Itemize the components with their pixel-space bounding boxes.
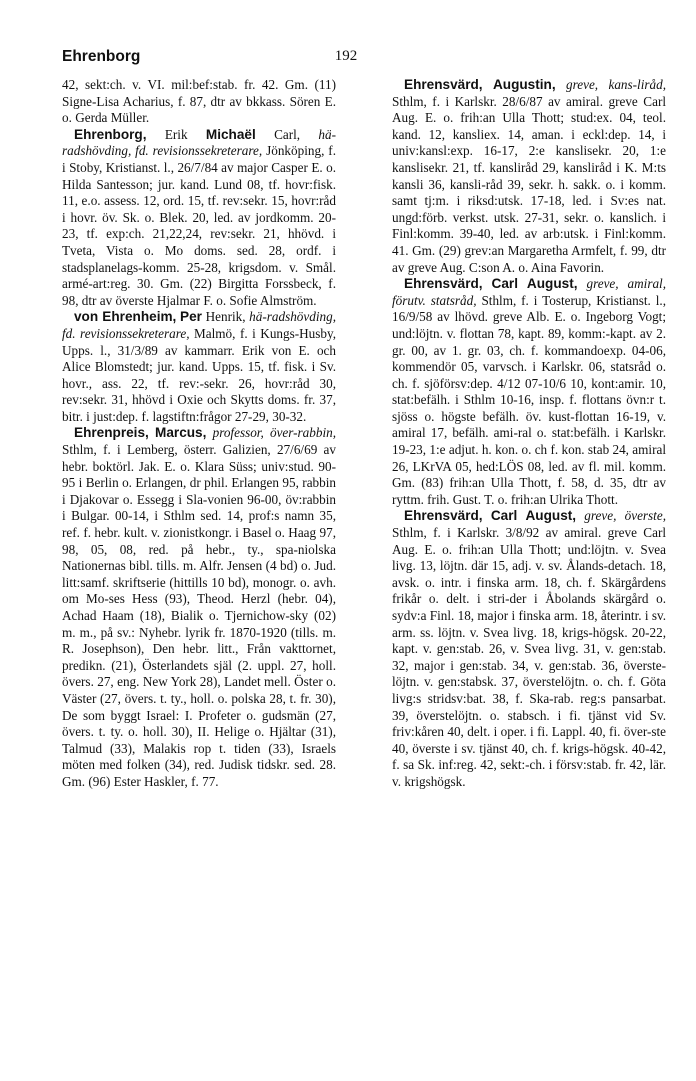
entry-given-name: Carl August, xyxy=(490,508,577,524)
entry-headword: Ehrensvärd, xyxy=(404,77,483,92)
entry-name-sep xyxy=(483,77,493,92)
entry-headword: Ehrensvärd, xyxy=(404,508,483,524)
entry-epithet: hä-radshövding, fd. revisionssekreterare, xyxy=(62,126,336,159)
entry-given-name: Michaël xyxy=(205,126,256,142)
entry-body: Sthlm, f. i Tosterup, Kristianst. l., 16/9/58 av lhövd. greve Alb. E. o. Ingeborg Vogt; und:löjtn. v. flottan 78, kapt. 89, komm:-kapt. av 2. gr. 00, av 1. gr. 03, ch. f. kommandoexp. 04-06, kommendör 05, varvsch. i Karlskr. 06, statsråd o. ch. f. sjöförsv:dep. 4/12 07-10/6 10, kont:amir. 10, stat:befälh. i Sthlm 10-16, insp. f. flottans övn:r t. sjöss o. högste befälh. öv. kust-flottan 16-19, v. amiral 17, befälh. ami-ral o. stat:befälh. i Karlskr. 19-23, 1:e adjut. h. kon. o. ch f. kon. stab 24, amiral 26, LKrVA 05, hed:LÖS 08, led. av fl. mil. komm. Gm. (83) frih:an Ulla Thott, f. 58, d. 35, dtr av ryttm. frih. Gust. T. o. frih:an Ulrika Thott. xyxy=(392,292,666,507)
entry-epithet: professor, över-rabbin, xyxy=(206,425,337,441)
entry-ehrensvard-augustin xyxy=(392,77,666,276)
entry-name-rest: Henrik, xyxy=(201,309,246,325)
entry-ehrenborg-erik xyxy=(62,127,336,310)
entry-epithet: greve, kans-liråd, xyxy=(555,77,666,92)
entry-body: Jönköping, f. i Stoby, Kristianst. l., 26/7/84 av major Casper E. o. Hilda Santesson; jur. kand. Lund 08, tf. hovr:fisk. 11, e.o. assess. 12, ord. 15, tf. rev:sekr. 15, hovr:råd i hovr. öv. Sk. o. Blek. 20, led. av jordkomm. 20-23, tf. exp:ch. 21,22,24, rev:sekr. 21, hhövd. i Tveta, Vista o. Mo doms. sed. 28, ordf. i stadsplanelags-komm. 25-28, krigsdom. v. Smål. armé-art:reg. 30. Gm. (22) Birgitta Forssbeck, f. 98, dtr av överste Hjalmar F. o. Sofie Almström. xyxy=(62,143,336,308)
page-number: 192 xyxy=(334,48,358,64)
entry-headword: Ehrensvärd, xyxy=(404,276,483,292)
entry-body: Malmö, f. i Kungs-Husby, Upps. l., 31/3/89 av kammarr. Erik von E. och Alice Blomstedt; jur. kand. Upps. 15, tf. fisk. i Sv. hovr., ass. 22, tf. rev:-sekr. 26, hovr:råd 30, rev:sekr. 31, hhövd i Oxie och Skytts doms. fr. 37, bitr. i just:dep. f. lagstiftn:frågor 27-29, 30-32. xyxy=(62,325,336,424)
right-column xyxy=(392,77,666,791)
entry-given-name: Per xyxy=(180,309,202,325)
entry-body: 42, sekt:ch. v. VI. mil:bef:stab. fr. 42. Gm. (11) Signe-Lisa Acharius, f. 87, dtr av bkkass. Sören E. o. Gerda Müller. xyxy=(62,77,336,126)
entry-body: Sthlm, f. i Karlskr. 28/6/87 av amiral. greve Carl Aug. E. o. frih:an Ulla Thott; stud:ex. 04, teol. kand. 12, kansliex. 14, aman. i eckl:dep. 14, i univ:kansl:exp. 16-17, 2:e kanslisekr. 20, 1:e kanslisekr. 21, tf. kansliråd 29, kansliråd i K. M:ts kansli 36, kansli-råd 39, sekr. h. sakk. o. i komm. samt tj:m. i riksd:utsk. 17-18, led. i Sv:es nat. ungd:förb. verkst. utsk. 27-31, sekr. o. kanslich. i Finl:komm. 39-40, led. av arb:utsk. i Finl:komm. 41. Gm. (29) grev:an Margaretha Armfelt, f. 99, dtr av greve Aug. C:son A. o. Aina Favorin. xyxy=(392,93,666,275)
entry-headword: Ehrenpreis, xyxy=(74,425,149,441)
entry-epithet: greve, överste, xyxy=(576,508,666,524)
entry-name-rest: Carl, xyxy=(255,126,301,142)
entry-body: Sthlm, f. i Lemberg, österr. Galizien, 27/6/69 av hebr. boktörl. Jak. E. o. Klara Süss; univ:stud. 90-95 i Berlin o. Erlangen, dr phil. Erlangen 95, rabbin i Djakovar o. Essegg i Sla-vonien 96-00, öv:rabbin i Bulgar. 00-14, i Sthlm sed. 14, prof:s namn 35, ref. f. hebr. kult. v. zionistkongr. i Basel o. Haag 97, 98, 05, 08, red. på hebr., ty., spa-niolska Nationernas bibl. tills. m. Alfr. Jensen (4 bd) o. Jud. litt:samf. skriftserie (hittills 10 bd), monogr. o. avh. om Mo-ses Hess (93), Theod. Herzl (hebr. 04), Achad Haam (18), Bialik o. Tjernichow-sky (02) m. m., på sv.: Nyhebr. lyrik fr. 1870-1920 (tills. m. R. Josephson), Den hebr. litt., Från vakttornet, predikn. (21), Österlandets själ (2. uppl. 27, holl. övers. 27, eng. New York 28), Landet mell. Öster o. Väster (27, övers. t. ty., holl. o. polska 28, t. fr. 30), De som byggt Israel: I. Profeter o. gudsmän (27, övers. t. ty. o. holl. 30), II. Helige o. Hjältar (31), Talmud (33), Malakis rop t. tiden (33), Israels möten med folken (34), red. Judisk tidskr. sed. 28. Gm. (96) Ester Haskler, f. 77. xyxy=(62,442,336,789)
entry-given-name: Augustin, xyxy=(492,77,556,92)
left-column xyxy=(62,77,336,791)
entry-continuation xyxy=(62,77,336,127)
entry-given-name: Carl August, xyxy=(491,276,578,292)
entry-epithet: hä-radshövding, fd. revisionssekreterare, xyxy=(62,309,336,341)
entry-name-sep xyxy=(483,508,491,523)
entry-headword: von Ehrenheim, xyxy=(74,309,177,325)
entry-given-name: Marcus, xyxy=(155,425,207,441)
entry-epithet: greve, amiral, förutv. statsråd, xyxy=(392,276,667,308)
entry-von-ehrenheim xyxy=(62,309,336,425)
entry-headword: Ehrenborg, xyxy=(74,126,147,142)
entry-body: Sthlm, f. i Karlskr. 3/8/92 av amiral. greve Carl Aug. E. o. frih:an Ulla Thott; und:löjtn. v. Svea livg. 13, löjtn. där 15, adj. v. sv. Ålands-detach. 18, avsk. o. intr. i finska arm. 18, ch. f. Skärgårdens frikår o. delt. i stri-der i Åbolands skärgård o. sydv:a Finl. 18, major i finska arm. 18, återintr. i sv. arm. ss. löjtn. v. Svea livg. 18, krigs-högsk. 20-22, kapt. v. gen:stab. 26, v. Svea livg. 31, v. gen:stab. 32, major i gen:stab. 34, v. gen:stab. 36, överste-löjtn. v. gen:stabsk. 37, överstelöjtn. o. ch. f. Göta livg:s stridsv:bat. 38, f. Ska-rab. reg:s pansarbat. 39, överstelöjtn. o. stabsch. i fi. tjänst vid Sv. friv:kåren 40, delt. i oper. i fi. Lappl. 40, fi. över-ste 40, överste i sv. tjänst 40, ch. f. krigs-högsk. 40-42, f. sa Sk. inf:reg. 42, sekt:-ch. i försv:stab. fr. 42, lär. v. krigshögsk. xyxy=(392,525,666,789)
entry-ehrensvard-carl-august-amiral xyxy=(392,276,666,508)
running-head xyxy=(62,48,630,70)
entry-name-sep xyxy=(483,276,492,291)
entry-ehrensvard-carl-august-overste xyxy=(392,508,666,790)
entry-name-sep: Erik xyxy=(146,126,206,142)
entry-ehrenpreis xyxy=(62,425,336,790)
running-head-title: Ehrenborg xyxy=(62,48,141,65)
